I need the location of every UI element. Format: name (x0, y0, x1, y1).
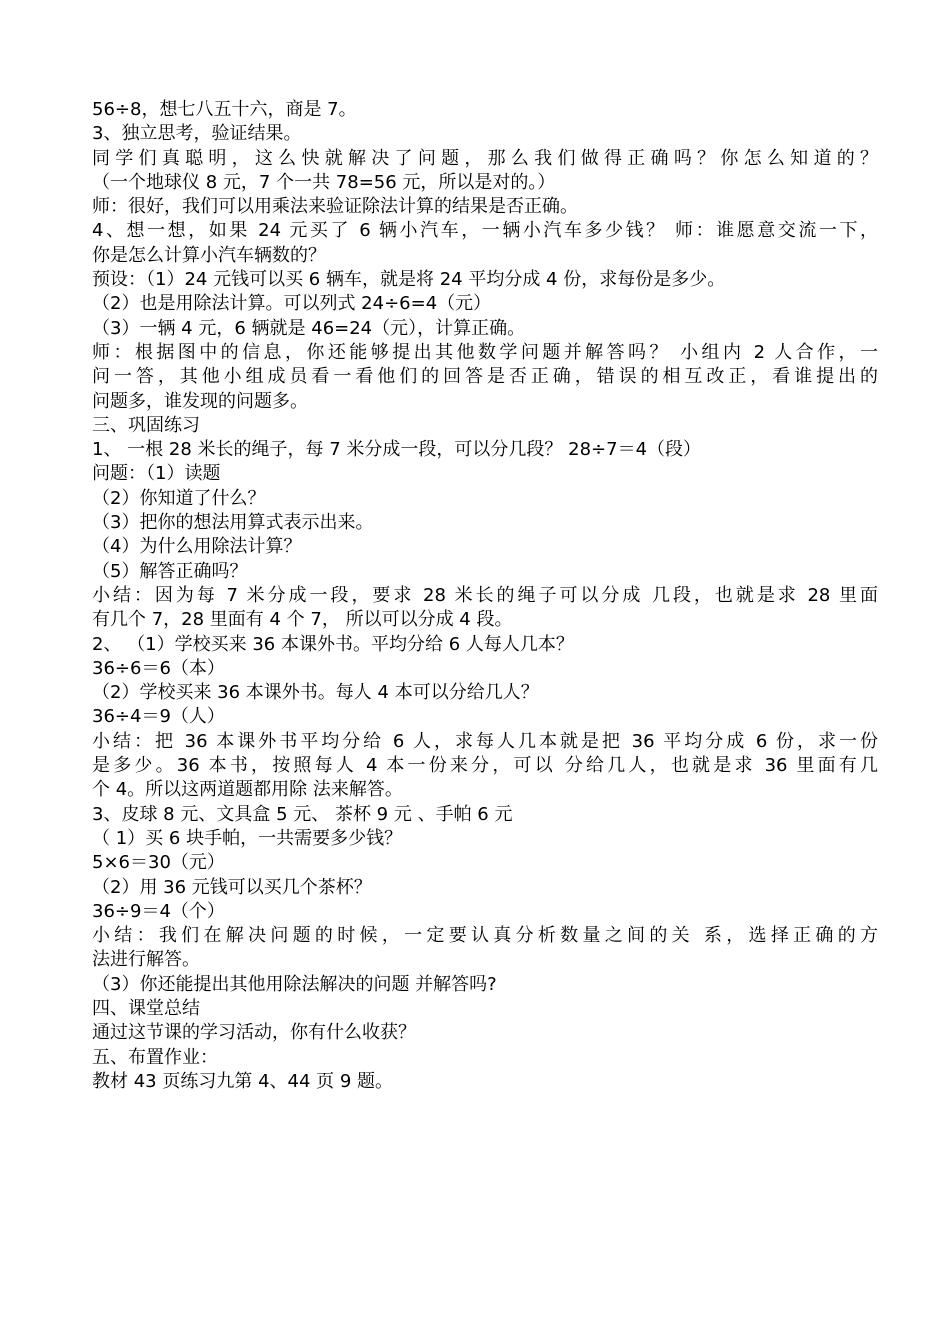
text-line: 小结：因为每 7 米分成一段，要求 28 米长的绳子可以分成 几段，也就是求 28 里面 (92, 584, 878, 606)
text-line: 4、想一想，如果 24 元买了 6 辆小汽车，一辆小汽车多少钱？ 师：谁愿意交流一下， (92, 220, 878, 242)
text-line: 2、 （1）学校买来 36 本课外书。平均分给 6 人每人几本？ (92, 633, 574, 655)
text-line: 五、布置作业： (92, 1046, 218, 1068)
text-line: 小结：把 36 本课外书平均分给 6 人，求每人几本就是把 36 平均分成 6 份，求一份 (92, 730, 878, 752)
text-line: 小结：我们在解决问题的时候，一定要认真分析数量之间的关 系，选择正确的方 (92, 925, 878, 947)
text-line: 预设：（1）24 元钱可以买 6 辆车，就是将 24 平均分成 4 份，求每份是多少。 (92, 269, 726, 291)
text-line: 有几个 7，28 里面有 4 个 7， 所以可以分成 4 段。 (92, 609, 513, 631)
text-line: 法进行解答。 (92, 949, 200, 971)
text-line: 36÷4＝9（人） (92, 706, 225, 728)
text-line: （2）用 36 元钱可以买几个茶杯？ (92, 876, 372, 898)
text-line: （3）你还能提出其他用除法解决的问题 并解答吗? (92, 973, 497, 995)
text-line: 3、独立思考，验证结果。 (92, 123, 302, 145)
text-line: （5）解答正确吗？ (92, 560, 248, 582)
text-line: （2）你知道了什么？ (92, 487, 266, 509)
text-line: （3）把你的想法用算式表示出来。 (92, 512, 374, 534)
text-line: 同学们真聪明，这么快就解决了问题，那么我们做得正确吗？你怎么知道的？ (92, 147, 878, 169)
text-line: （一个地球仪 8 元，7 个一共 78=56 元，所以是对的。） (92, 171, 556, 193)
text-line: 36÷6＝6（本） (92, 657, 225, 679)
text-line: 3、皮球 8 元、文具盒 5 元、 茶杯 9 元 、手帕 6 元 (92, 803, 513, 825)
text-line: （3）一辆 4 元，6 辆就是 46=24（元），计算正确。 (92, 317, 526, 339)
text-line: 三、巩固练习 (92, 414, 200, 436)
text-line: 师：根据图中的信息，你还能够提出其他数学问题并解答吗？ 小组内 2 人合作，一 (92, 341, 878, 363)
text-line: 通过这节课的学习活动，你有什么收获？ (92, 1022, 416, 1044)
text-line: （ 1）买 6 块手帕，一共需要多少钱？ (92, 827, 403, 849)
text-line: 四、课堂总结 (92, 997, 200, 1019)
text-line: 问题多，谁发现的问题多。 (92, 390, 308, 412)
text-line: 师：很好，我们可以用乘法来验证除法计算的结果是否正确。 (92, 196, 578, 218)
text-line: 问一答，其他小组成员看一看他们的回答是否正确，错误的相互改正，看谁提出的 (92, 366, 878, 388)
document-body (92, 98, 878, 1094)
text-line: 1、 一根 28 米长的绳子，每 7 米分成一段，可以分几段？ 28÷7＝4（段） (92, 439, 702, 461)
text-line: （2）学校买来 36 本课外书。每人 4 本可以分给几人？ (92, 682, 539, 704)
text-line: （2）也是用除法计算。可以列式 24÷6=4（元） (92, 293, 492, 315)
text-line: 问题：（1）读题 (92, 463, 221, 485)
text-line: 是多少。36 本书，按照每人 4 本一份来分，可以 分给几人，也就是求 36 里面有几 (92, 755, 878, 777)
text-line: 56÷8，想七八五十六，商是 7。 (92, 99, 357, 120)
text-line: 你是怎么计算小汽车辆数的？ (92, 244, 326, 266)
text-line: 5×6＝30（元） (92, 852, 225, 874)
text-line: 个 4。所以这两道题都用除 法来解答。 (92, 779, 403, 801)
text-line: （4）为什么用除法计算？ (92, 536, 302, 558)
text-line: 36÷9＝4（个） (92, 900, 225, 922)
text-line: 教材 43 页练习九第 4、44 页 9 题。 (92, 1070, 394, 1092)
